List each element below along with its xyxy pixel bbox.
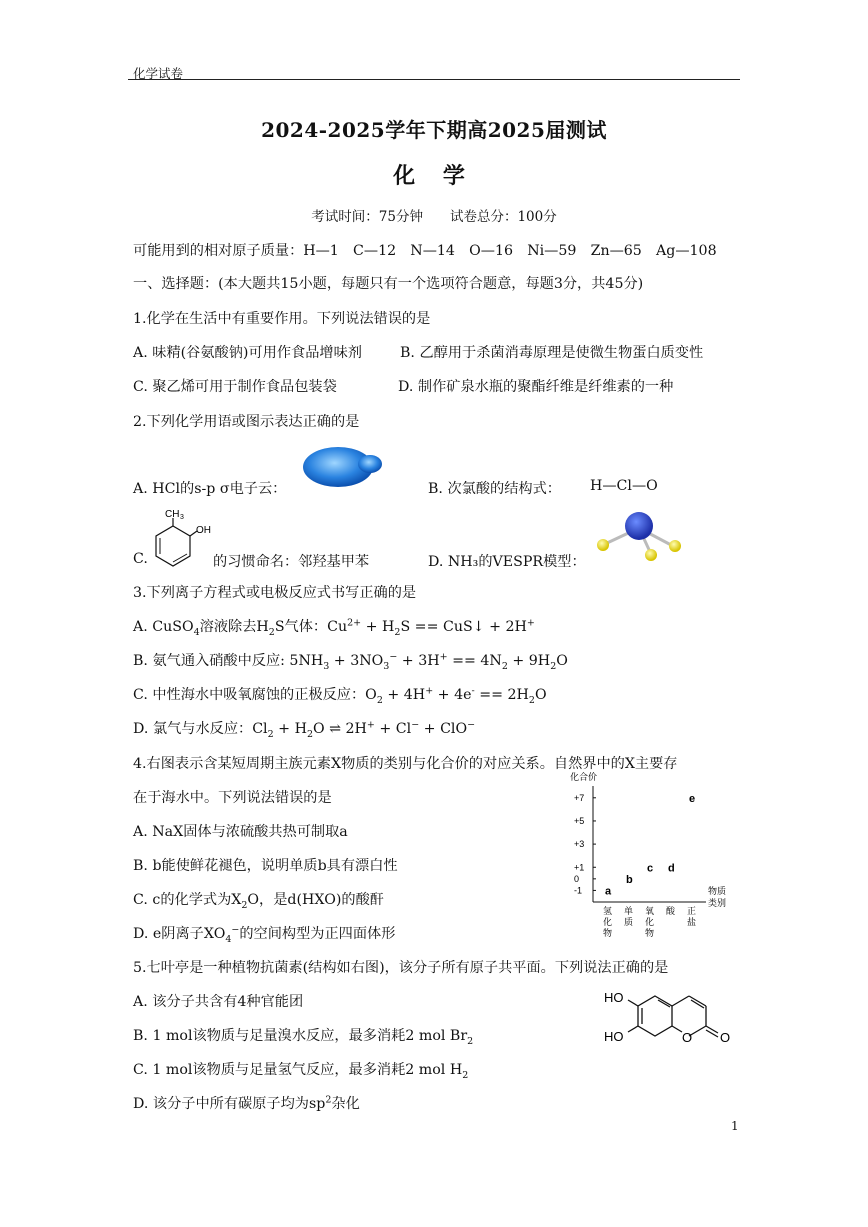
exam-title: 2024-2025学年下期高2025届测试 (261, 118, 607, 142)
q5-c-text: C. 1 mol该物质与足量氢气反应，最多消耗2 mol H (133, 1062, 463, 1078)
q4-stem-line1: 4.右图表示含某短周期主族元素X物质的类别与化合价的对应关系。自然界中的X主要存 (133, 756, 678, 772)
x-category-label: 酸 (666, 907, 676, 917)
q1-option-b: B. 乙醇用于杀菌消毒原理是使微生物蛋白质变性 (400, 345, 704, 361)
methyl-label: CH (165, 509, 180, 520)
point-label-c: c (647, 862, 654, 875)
y-tick-label: +3 (574, 839, 585, 850)
q4-option-a: A. NaX固体与浓硫酸共热可制取a (133, 824, 348, 840)
valence-class-chart (566, 770, 742, 940)
q4-d-prefix: D. e阴离子XO (133, 926, 226, 942)
point-label-e: e (689, 792, 696, 805)
x-category-label: 质 (624, 918, 634, 928)
methyl-subscript: 3 (180, 514, 184, 521)
q4-option-c: C. c的化学式为$X_2O$，是d(HXO)的酸酐 (133, 892, 384, 911)
q2-option-c-label: C. (133, 551, 148, 567)
q5-d-suffix: 杂化 (331, 1096, 360, 1112)
q1-option-c: C. 聚乙烯可用于制作食品包装袋 (133, 379, 337, 395)
y-tick-label: 0 (574, 873, 580, 884)
y-tick-label: +5 (574, 815, 585, 826)
carbonyl-oxygen-label: O (720, 1030, 731, 1045)
x-category-label: 物 (645, 929, 655, 939)
point-label-d: d (668, 862, 675, 875)
subject-title: 化 学 (393, 163, 475, 189)
q4-d-suffix: 的空间构型为正四面体形 (239, 926, 396, 942)
x-category-label: 正 (687, 907, 697, 917)
x-category-label: 物 (603, 929, 613, 939)
hypochlorous-formula: H—Cl—O (590, 478, 658, 494)
q5-stem: 5.七叶亭是一种植物抗菌素(结构如右图)，该分子所有原子共平面。下列说法正确的是 (133, 960, 669, 976)
hydroxyl-label: OH (196, 525, 211, 536)
chart-ylabel: 化合价 (570, 772, 598, 782)
ho-label-top: HO (604, 990, 624, 1005)
atomic-masses: 可能用到的相对原子质量：H—1 C—12 N—14 O—16 Ni—59 Zn—65 Ag—108 (133, 243, 717, 259)
nh3-vsepr-model (591, 508, 687, 568)
esculetin-structure (600, 984, 740, 1056)
point-label-b: b (626, 873, 633, 886)
q2-option-c-text: 的习惯命名：邻羟基甲苯 (213, 554, 370, 570)
q5-d-prefix: D. 该分子中所有碳原子均为sp (133, 1096, 326, 1112)
q2-option-d: D. NH₃的VESPR模型： (428, 554, 586, 570)
header-divider (128, 79, 740, 80)
q3-option-d: D. 氯气与水反应：$Cl_2 + H_2O$ ⇌ 2H+ + Cl− + ClO− (133, 719, 476, 740)
q5-option-d: D. 该分子中所有碳原子均为$sp^2$杂化 (133, 1094, 360, 1112)
x-category-label: 盐 (687, 918, 697, 928)
y-tick-label: +7 (574, 792, 585, 803)
q5-option-b: B. 1 mol该物质与足量溴水反应，最多消耗2 mol $Br_2$ (133, 1028, 474, 1047)
section-heading: 一、选择题：(本大题共15小题，每题只有一个选项符合题意，每题3分，共45分) (133, 276, 644, 292)
y-tick-label: -1 (574, 885, 583, 896)
q5-option-a: A. 该分子共含有4种官能团 (133, 994, 304, 1010)
q5-b-text: B. 1 mol该物质与足量溴水反应，最多消耗2 mol Br (133, 1028, 468, 1044)
q3-stem: 3.下列离子方程式或电极反应式书写正确的是 (133, 585, 417, 601)
q2-option-b: B. 次氯酸的结构式： (428, 481, 561, 497)
x-category-label: 化 (603, 918, 613, 928)
q4-c-prefix: C. c的化学式为X (133, 892, 242, 908)
q4-option-d: D. e阴离子$XO_4^-$的空间构型为正四面体形 (133, 924, 396, 945)
q4-c-suffix: O，是d(HXO)的酸酐 (247, 892, 384, 908)
x-category-label: 化 (645, 918, 655, 928)
x-category-label: 氢 (603, 907, 613, 917)
q1-option-d: D. 制作矿泉水瓶的聚酯纤维是纤维素的一种 (398, 379, 674, 395)
q5-option-c: C. 1 mol该物质与足量氢气反应，最多消耗2 mol $H_2$ (133, 1062, 469, 1081)
o-cresol-structure (148, 506, 214, 568)
q3-option-b: B. 氨气通入硝酸中反应: $5NH_3 + 3NO_3^- + 3H^+ == 4N_2 + 9H_2O$ (133, 651, 568, 672)
page-header-label: 化学试卷 (133, 66, 184, 81)
x-category-label: 氧 (645, 907, 655, 917)
q2-stem: 2.下列化学用语或图示表达正确的是 (133, 414, 360, 430)
q3-option-c: C. 中性海水中吸氧腐蚀的正极反应：$O_2 + 4H^+ + 4e^- == 2H_2O$ (133, 685, 547, 706)
q4-option-b: B. b能使鲜花褪色，说明单质b具有漂白性 (133, 858, 398, 874)
y-tick-label: +1 (574, 862, 585, 873)
x-category-label: 单 (624, 907, 634, 917)
electron-cloud-image (300, 442, 385, 494)
chart-xlabel-1: 物质 (708, 886, 727, 896)
ring-oxygen-label: O (682, 1030, 693, 1045)
q1-option-a: A. 味精(谷氨酸钠)可用作食品增味剂 (133, 345, 362, 361)
exam-info: 考试时间：75分钟 试卷总分：100分 (311, 209, 557, 225)
q3-option-a: A. CuSO$_4$溶液除去$H_2S$气体：$Cu^{2+} + H_2S$ == CuS↓ + 2H+ (133, 617, 535, 638)
q4-stem-line2: 在于海水中。下列说法错误的是 (133, 790, 332, 806)
chart-xlabel-2: 类别 (708, 898, 727, 908)
page-number: 1 (731, 1119, 739, 1133)
point-label-a: a (605, 885, 612, 898)
ho-label-bottom: HO (604, 1029, 624, 1044)
q1-stem: 1.化学在生活中有重要作用。下列说法错误的是 (133, 311, 431, 327)
q2-option-a: A. HCl的s-p σ电子云： (133, 481, 287, 497)
